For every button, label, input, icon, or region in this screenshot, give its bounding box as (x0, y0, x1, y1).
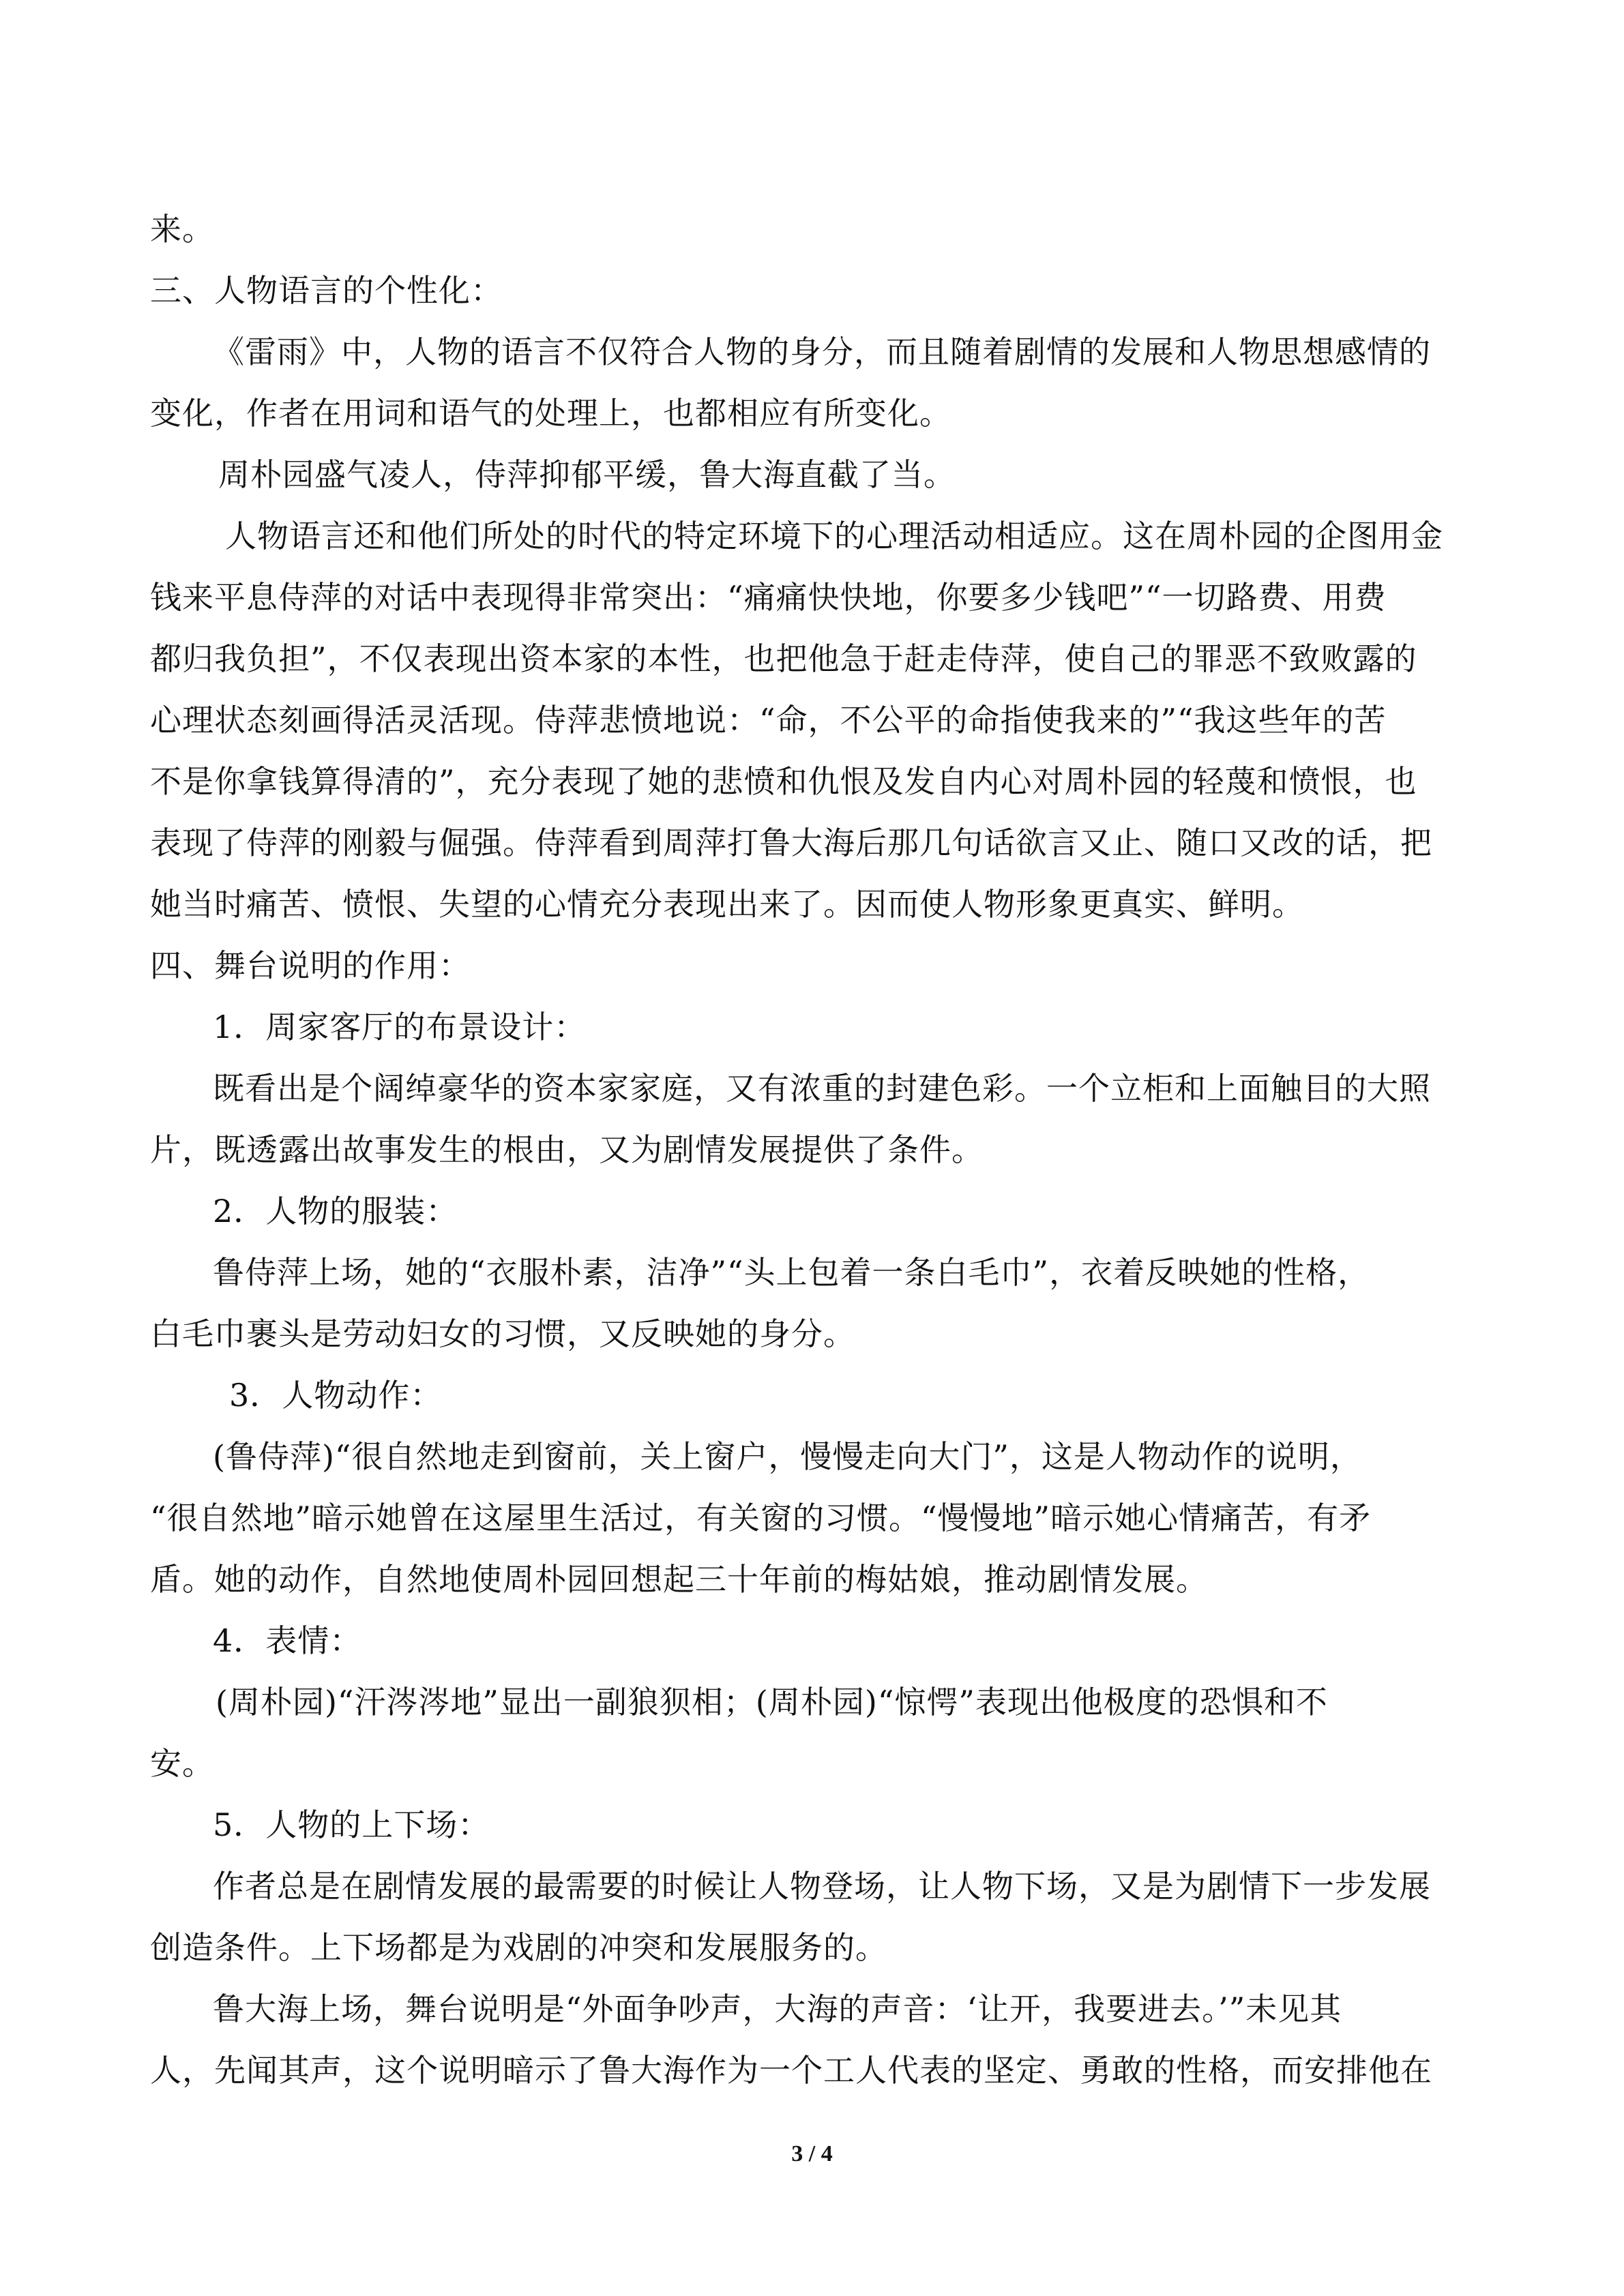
text-line: 钱来平息侍萍的对话中表现得非常突出：“痛痛快快地，你要多少钱吧”“一切路费、用费 (150, 579, 1387, 616)
text-line: 片，既透露出故事发生的根由，又为剧情发展提供了条件。 (150, 1131, 984, 1168)
subsection-heading: 5．人物的上下场： (213, 1806, 490, 1843)
section-heading: 四、舞台说明的作用： (150, 947, 471, 984)
subsection-heading: 4．表情： (213, 1622, 362, 1659)
paragraph-line: (周朴园)“汗涔涔地”显出一副狼狈相；(周朴园)“惊愕”表现出他极度的恐惧和不 (216, 1684, 1328, 1720)
text-line: 盾。她的动作，自然地使周朴园回想起三十年前的梅姑娘，推动剧情发展。 (150, 1561, 1208, 1598)
text-line: 不是你拿钱算得清的”，充分表现了她的悲愤和仇恨及发自内心对周朴园的轻蔑和愤恨，也 (150, 763, 1417, 800)
paragraph-line: 人物语言还和他们所处的时代的特定环境下的心理活动相适应。这在周朴园的企图用金 (225, 518, 1443, 554)
text-line: 白毛巾裹头是劳动妇女的习惯，又反映她的身分。 (150, 1315, 855, 1352)
text-line: 表现了侍萍的刚毅与倔强。侍萍看到周萍打鲁大海后那几句话欲言又止、随口又改的话，把 (150, 824, 1432, 861)
subsection-heading: 1．周家客厅的布景设计： (213, 1009, 587, 1045)
text-line: 来。 (150, 211, 214, 248)
text-line: 都归我负担”，不仅表现出资本家的本性，也把他急于赶走侍萍，使自己的罪恶不致败露的 (150, 640, 1417, 677)
text-line: 人，先闻其声，这个说明暗示了鲁大海作为一个工人代表的坚定、勇敢的性格，而安排他在 (150, 2052, 1432, 2089)
paragraph-line: 鲁大海上场，舞台说明是“外面争吵声，大海的声音：‘让开，我要进去。’”未见其 (213, 1991, 1342, 2027)
text-line: 变化，作者在用词和语气的处理上，也都相应有所变化。 (150, 395, 951, 432)
text-line: 心理状态刻画得活灵活现。侍萍悲愤地说：“命，不公平的命指使我来的”“我这些年的苦 (150, 702, 1387, 739)
text-line: 她当时痛苦、愤恨、失望的心情充分表现出来了。因而使人物形象更真实、鲜明。 (150, 886, 1304, 923)
section-heading: 三、人物语言的个性化： (150, 272, 503, 309)
text-line: “很自然地”暗示她曾在这屋里生活过，有关窗的习惯。“慢慢地”暗示她心情痛苦，有矛 (150, 1500, 1372, 1536)
subsection-heading: 2．人物的服装： (213, 1193, 458, 1229)
paragraph-line: 鲁侍萍上场，她的“衣服朴素，洁净”“头上包着一条白毛巾”，衣着反映她的性格， (213, 1254, 1370, 1291)
paragraph-line: 作者总是在剧情发展的最需要的时候让人物登场，让人物下场，又是为剧情下一步发展 (213, 1868, 1431, 1905)
paragraph-line: 周朴园盛气凌人，侍萍抑郁平缓，鲁大海直截了当。 (218, 456, 956, 493)
text-line: 安。 (150, 1745, 214, 1782)
paragraph-line: 既看出是个阔绰豪华的资本家家庭，又有浓重的封建色彩。一个立柜和上面触目的大照 (213, 1070, 1431, 1107)
subsection-heading: 3．人物动作： (229, 1377, 443, 1414)
text-line: 创造条件。上下场都是为戏剧的冲突和发展服务的。 (150, 1929, 887, 1966)
paragraph-line: (鲁侍萍)“很自然地走到窗前，关上窗户，慢慢走向大门”，这是人物动作的说明， (213, 1438, 1362, 1475)
document-body (150, 205, 1480, 2107)
page-number: 3 / 4 (791, 2141, 833, 2166)
paragraph-line: 《雷雨》中，人物的语言不仅符合人物的身分，而且随着剧情的发展和人物思想感情的 (213, 333, 1431, 370)
